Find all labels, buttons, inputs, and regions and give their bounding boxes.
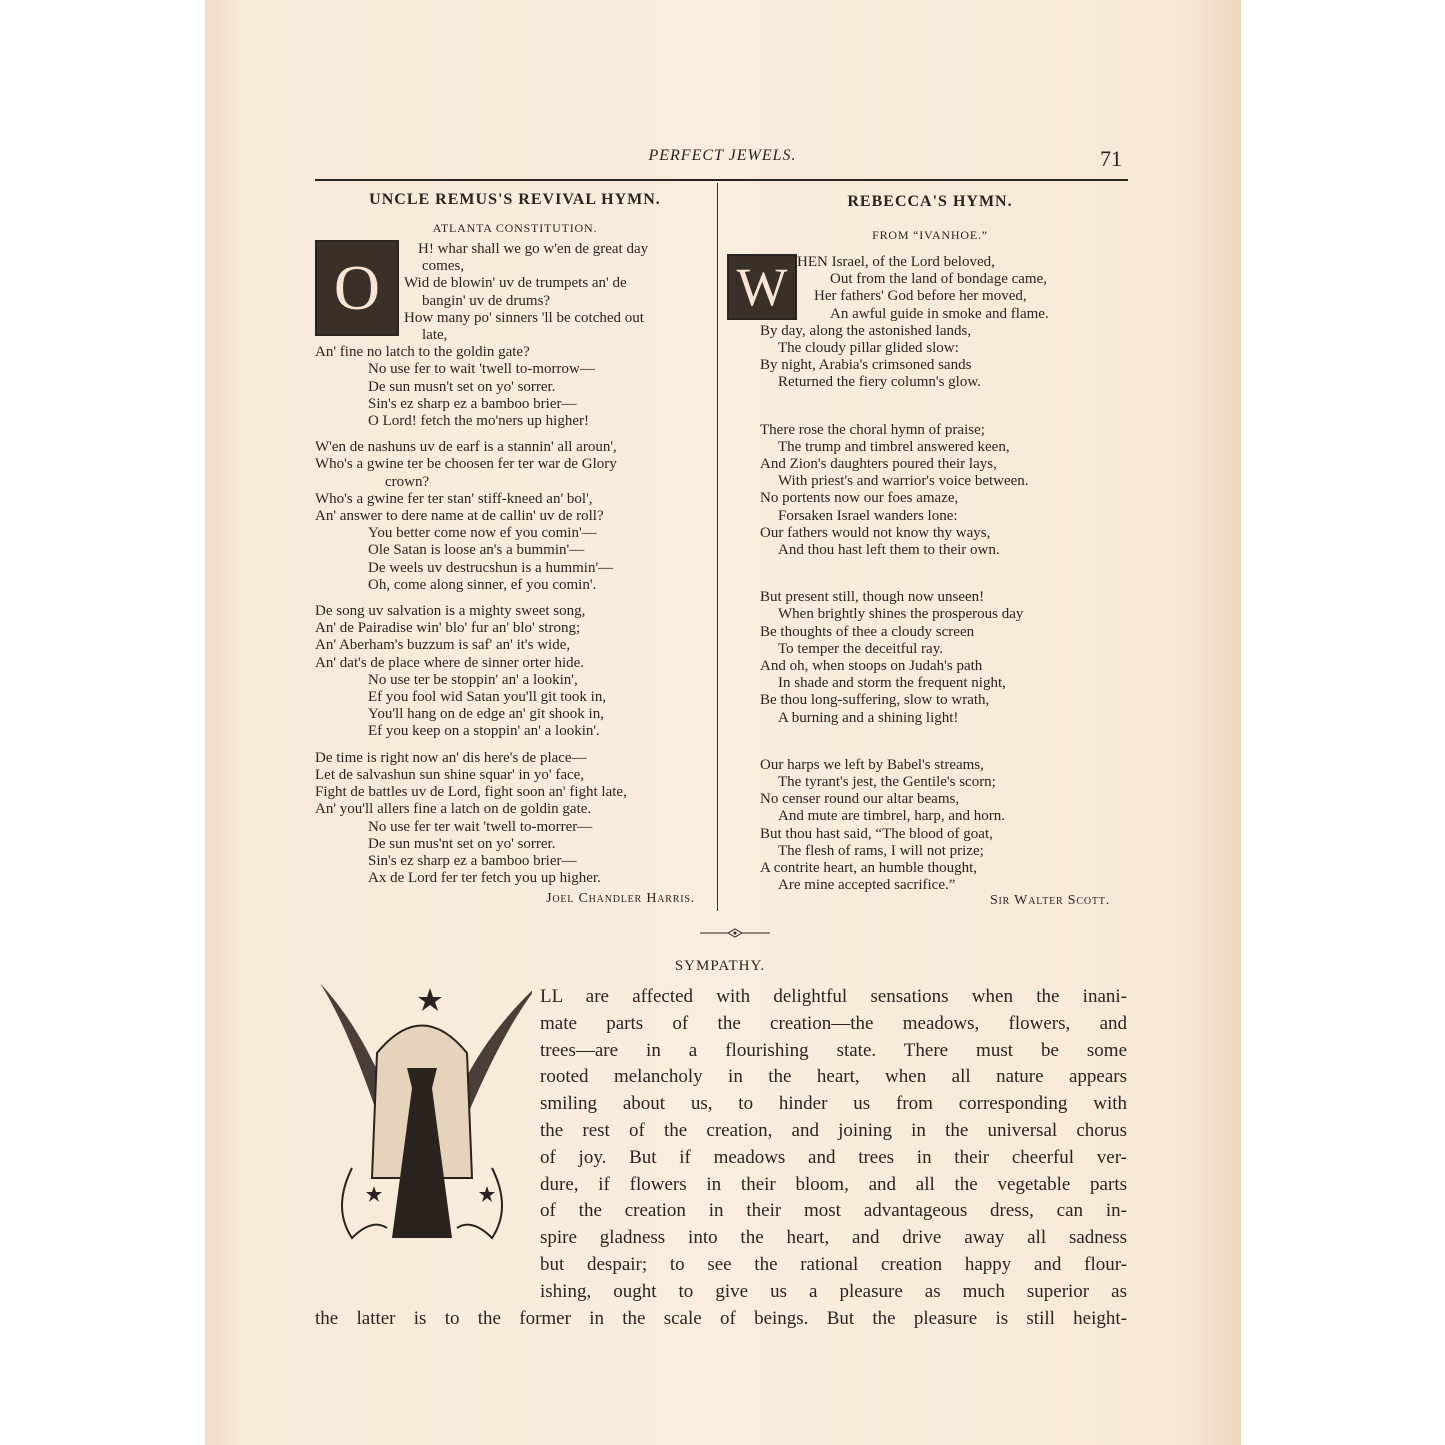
poem-line: The tyrant's jest, the Gentile's scorn; (778, 774, 996, 791)
poem-line: De time is right now an' dis here's de place— (315, 749, 587, 766)
essay-line: dure, if flowers in their bloom, and all the vegetable parts (540, 1173, 1127, 1195)
essay-line: of the creation in their most advantageous dress, can in- (540, 1200, 1127, 1222)
stanza (315, 241, 648, 430)
poem-line: Who's a gwine fer ter stan' stiff-kneed an' bol', (315, 490, 593, 507)
poem-line: No censer round our altar beams, (760, 791, 960, 808)
poem-line: Ef you keep on a stoppin' an' a lookin'. (368, 723, 600, 740)
poem-line: An' fine no latch to the goldin gate? (315, 344, 530, 361)
poem-line: And thou hast left them to their own. (778, 542, 1000, 559)
section-ornament (700, 926, 770, 940)
poem-line: No use ter be stoppin' an' a lookin', (368, 671, 578, 688)
stanza (315, 603, 648, 741)
essay-line: mate parts of the creation—the meadows, flowers, and (540, 1012, 1127, 1034)
poem-line: No portents now our foes amaze, (760, 490, 959, 507)
poem-line: crown? (385, 473, 430, 490)
left-poem-source: ATLANTA CONSTITUTION. (432, 221, 598, 235)
essay-line: rooted melancholy in the heart, when all nature appears (540, 1066, 1127, 1088)
drop-cap-o: O (315, 240, 399, 336)
poem-line: Forsaken Israel wanders lone: (778, 507, 958, 524)
poem-line: W'en de nashuns uv de earf is a stannin' all aroun', (315, 439, 617, 456)
poem-line: bangin' uv de drums? (422, 292, 551, 309)
poem-line: Out from the land of bondage came, (830, 271, 1048, 288)
column-divider (717, 183, 718, 911)
essay-line: but despair; to see the rational creation happy and flour- (540, 1253, 1127, 1275)
poem-line: An' dat's de place where de sinner orter hide. (315, 654, 585, 671)
poem-line: And Zion's daughters poured their lays, (760, 456, 997, 473)
poem-line: H! whar shall we go w'en de great day (418, 241, 649, 257)
poem-line: Our harps we left by Babel's streams, (760, 756, 984, 773)
poem-line: O Lord! fetch the mo'ners up higher! (368, 413, 589, 430)
poem-line: Our fathers would not know thy ways, (760, 524, 991, 541)
poem-line: Wid de blowin' uv de trumpets an' de (404, 275, 627, 292)
poem-line: And mute are timbrel, harp, and horn. (778, 808, 1006, 825)
essay-line: the rest of the creation, and joining in the universal chorus (540, 1119, 1127, 1141)
poem-line: You better come now ef you comin'— (368, 525, 597, 542)
poem-line: A contrite heart, an humble thought, (760, 860, 978, 877)
poem-line: The flesh of rams, I will not prize; (778, 842, 984, 859)
drop-cap-w: W (727, 254, 797, 320)
poem-line: Returned the fiery column's glow. (778, 374, 981, 391)
essay-line: trees—are in a flourishing state. There must be some (540, 1039, 1127, 1061)
poem-line: Her fathers' God before her moved, (814, 288, 1027, 305)
stanza (760, 757, 1049, 895)
poem-line: An' Aberham's buzzum is saf' an' it's wide, (315, 637, 571, 654)
left-poem-body (315, 241, 648, 887)
poem-line: HEN Israel, of the Lord beloved, (797, 254, 995, 270)
essay-line: of joy. But if meadows and trees in their cheerful ver- (540, 1146, 1127, 1168)
header-rule (315, 179, 1128, 181)
essay-body (315, 984, 1127, 1332)
poem-line: An' answer to dere name at de callin' uv de roll? (315, 508, 604, 525)
stanza (315, 750, 648, 888)
poem-line: The trump and timbrel answered keen, (778, 438, 1010, 455)
eagle-drop-cap-a-illustration (312, 978, 532, 1268)
poem-line: To temper the deceitful ray. (778, 640, 943, 657)
poem-line: Fight de battles uv de Lord, fight soon an' fight late, (315, 784, 627, 801)
poem-line: Ef you fool wid Satan you'll git took in, (368, 689, 607, 706)
poem-line: Sin's ez sharp ez a bamboo brier— (368, 852, 577, 869)
poem-line: An' de Pairadise win' blo' fur an' blo' strong; (315, 620, 581, 637)
poem-line: But present still, though now unseen! (760, 589, 985, 606)
left-poem-author: Joel Chandler Harris. (546, 891, 695, 906)
poem-line: Be thoughts of thee a cloudy screen (760, 623, 975, 640)
poem-line: comes, (422, 258, 465, 275)
essay-line: the latter is to the former in the scale of beings. But the pleasure is still height- (315, 1307, 1127, 1329)
poem-line: By night, Arabia's crimsoned sands (760, 357, 972, 374)
poem-line: How many po' sinners 'll be cotched out (404, 309, 644, 326)
poem-line: Sin's ez sharp ez a bamboo brier— (368, 395, 577, 412)
right-poem-body (760, 254, 1049, 895)
poem-line: late, (422, 327, 448, 344)
poem-line: A burning and a shining light! (778, 709, 959, 726)
poem-line: De weels uv destrucshun is a hummin'— (368, 559, 614, 576)
essay-line: LL are affected with delightful sensations when the inani- (540, 986, 1127, 1007)
poem-line: And oh, when stoops on Judah's path (760, 658, 983, 675)
poem-line: But thou hast said, “The blood of goat, (760, 825, 993, 842)
poem-line: You'll hang on de edge an' git shook in, (368, 706, 604, 723)
poem-line: When brightly shines the prosperous day (778, 606, 1024, 623)
essay-title: SYMPATHY. (674, 958, 766, 974)
stanza (760, 589, 1049, 727)
poem-line: Who's a gwine ter be choosen fer ter war de Glory (315, 456, 617, 473)
right-poem-author: Sir Walter Scott. (989, 893, 1110, 908)
stanza (760, 422, 1049, 560)
poem-line: Are mine accepted sacrifice.” (778, 877, 956, 894)
left-poem-title: UNCLE REMUS'S REVIVAL HYMN. (369, 191, 661, 208)
poem-line: No use fer ter wait 'twell to-morrer— (368, 818, 593, 835)
right-poem-title: REBECCA'S HYMN. (847, 193, 1013, 210)
poem-line: The cloudy pillar glided slow: (778, 340, 959, 357)
poem-line: De sun musn't set on yo' sorrer. (368, 378, 556, 395)
essay-line: smiling about us, to hinder us from corresponding with (540, 1093, 1127, 1115)
poem-line: An awful guide in smoke and flame. (830, 305, 1049, 322)
stanza (760, 254, 1049, 392)
poem-line: In shade and storm the frequent night, (778, 675, 1006, 692)
poem-line: Be thou long-suffering, slow to wrath, (760, 692, 990, 709)
stanza (315, 439, 648, 594)
right-poem-source: FROM “IVANHOE.” (872, 228, 988, 242)
poem-line: Ole Satan is loose an's a bummin'— (368, 542, 585, 559)
poem-line: De song uv salvation is a mighty sweet song, (315, 603, 586, 620)
page-number: 71 (1100, 146, 1122, 171)
running-title: PERFECT JEWELS. (648, 147, 797, 164)
poem-line: Oh, come along sinner, ef you comin'. (368, 576, 597, 593)
poem-line: By day, along the astonished lands, (760, 322, 972, 339)
poem-line: Ax de Lord fer ter fetch you up higher. (368, 870, 601, 887)
poem-line: With priest's and warrior's voice between. (778, 473, 1029, 490)
essay-line: spire gladness into the heart, and drive away all sadness (540, 1227, 1127, 1249)
poem-line: No use fer to wait 'twell to-morrow— (368, 361, 595, 378)
poem-line: Let de salvashun sun shine squar' in yo' face, (315, 766, 585, 783)
poem-line: De sun mus'nt set on yo' sorrer. (368, 835, 556, 852)
poem-line: There rose the choral hymn of praise; (760, 421, 985, 438)
poem-line: An' you'll allers fine a latch on de goldin gate. (315, 801, 592, 818)
essay-line: ishing, ought to give us a pleasure as much superior as (540, 1280, 1127, 1302)
